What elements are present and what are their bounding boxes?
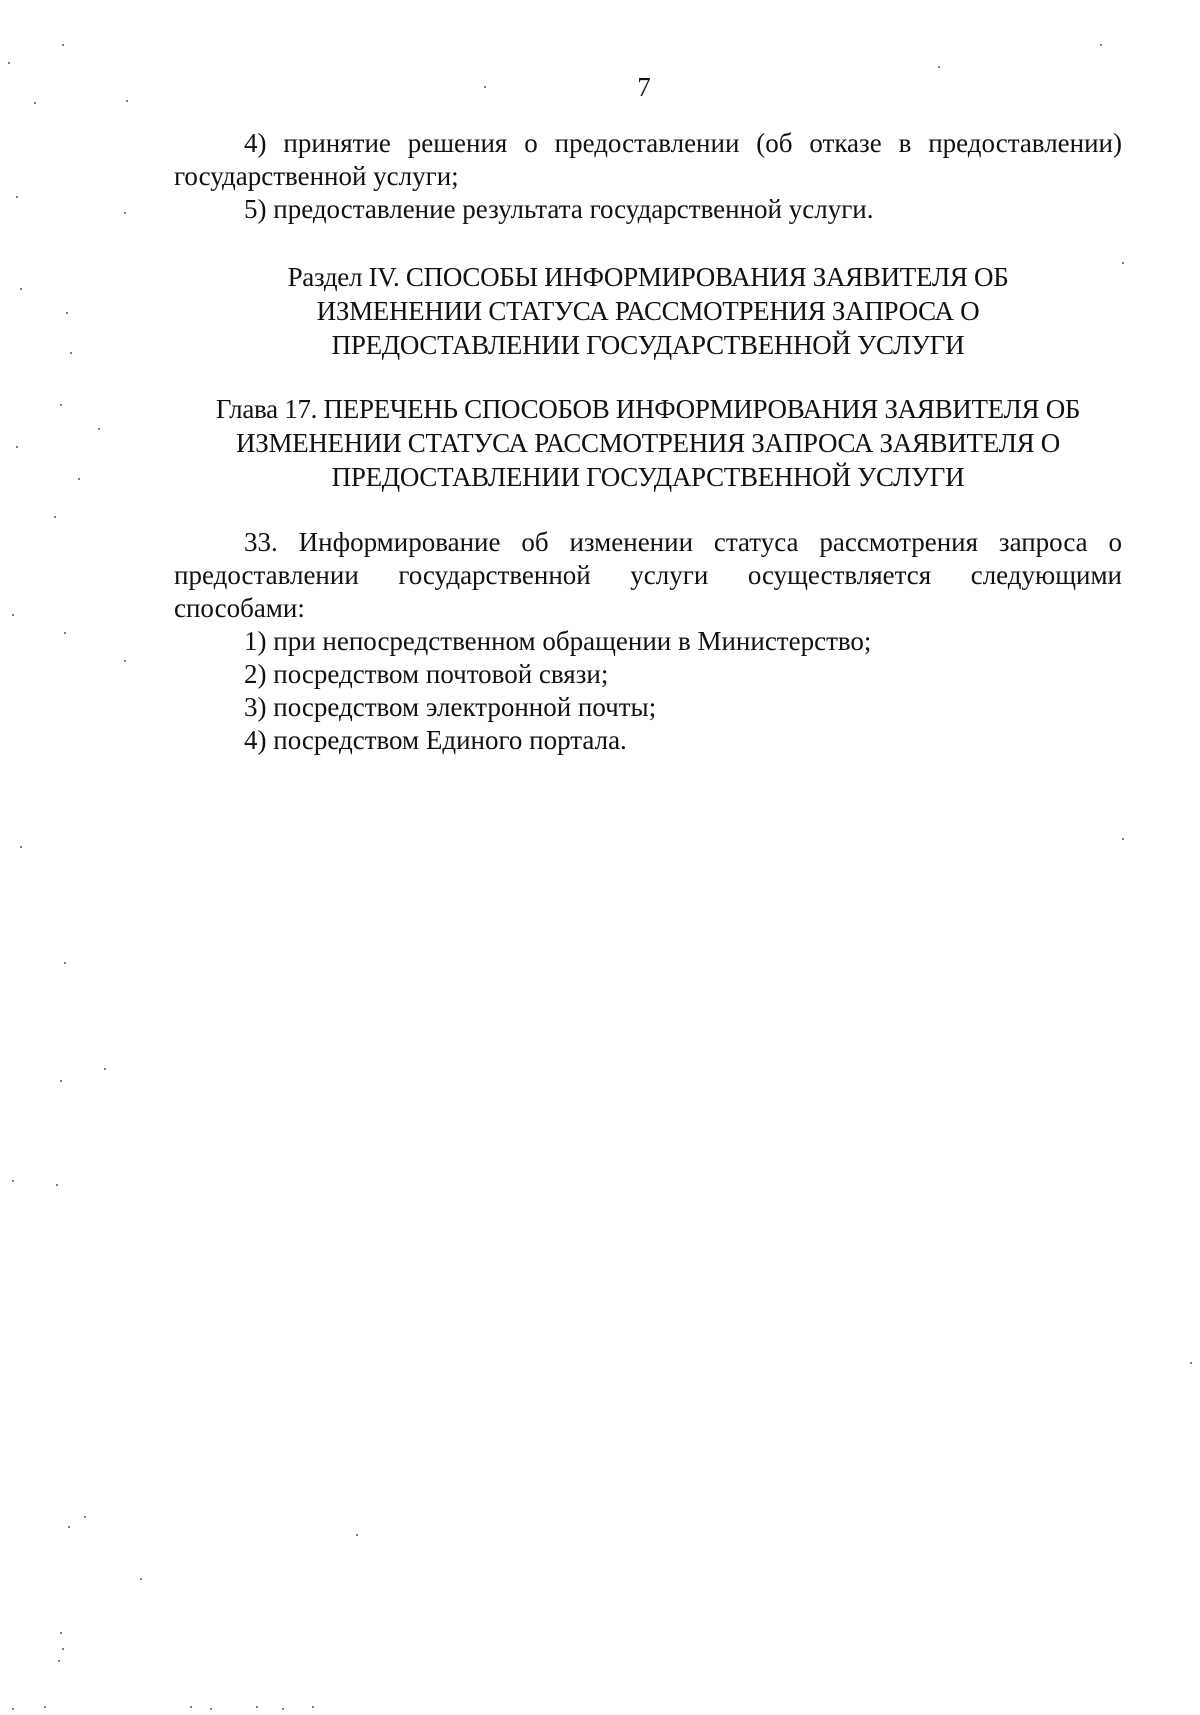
list-item-5: 5) предоставление результата государственной услуги. xyxy=(244,194,874,224)
clause-33 xyxy=(174,526,1122,757)
clause-33-item-4: 4) посредством Единого портала. xyxy=(244,725,627,755)
clause-33-text: 33. Информирование об изменении статуса рассмотрения запроса о предоставлении государственной услуги осуществляется следующими способами: xyxy=(174,527,1122,623)
clause-33-item-3: 3) посредством электронной почты; xyxy=(244,692,657,722)
intro-list xyxy=(174,127,1122,226)
section-heading-line1: Раздел IV. СПОСОБЫ ИНФОРМИРОВАНИЯ ЗАЯВИТЕЛЯ ОБ xyxy=(287,262,1009,292)
list-item-4-line1: 4) принятие решения о предоставлении (об отказе в предоставлении) xyxy=(244,128,1122,158)
chapter-heading-line1: Глава 17. ПЕРЕЧЕНЬ СПОСОБОВ ИНФОРМИРОВАНИЯ ЗАЯВИТЕЛЯ ОБ xyxy=(215,394,1081,424)
page-number: 7 xyxy=(637,72,651,102)
clause-33-item-1: 1) при непосредственном обращении в Министерство; xyxy=(244,626,872,656)
clause-33-item-2: 2) посредством почтовой связи; xyxy=(244,659,609,689)
chapter-heading xyxy=(174,392,1122,494)
section-heading-line2: ИЗМЕНЕНИИ СТАТУСА РАССМОТРЕНИЯ ЗАПРОСА О xyxy=(316,296,980,326)
chapter-heading-line2: ИЗМЕНЕНИИ СТАТУСА РАССМОТРЕНИЯ ЗАПРОСА ЗАЯВИТЕЛЯ О xyxy=(236,428,1060,458)
chapter-heading-line3: ПРЕДОСТАВЛЕНИИ ГОСУДАРСТВЕННОЙ УСЛУГИ xyxy=(331,462,965,492)
section-heading-line3: ПРЕДОСТАВЛЕНИИ ГОСУДАРСТВЕННОЙ УСЛУГИ xyxy=(331,330,965,360)
list-item-4-line2: государственной услуги; xyxy=(174,161,459,191)
section-heading xyxy=(174,260,1122,362)
